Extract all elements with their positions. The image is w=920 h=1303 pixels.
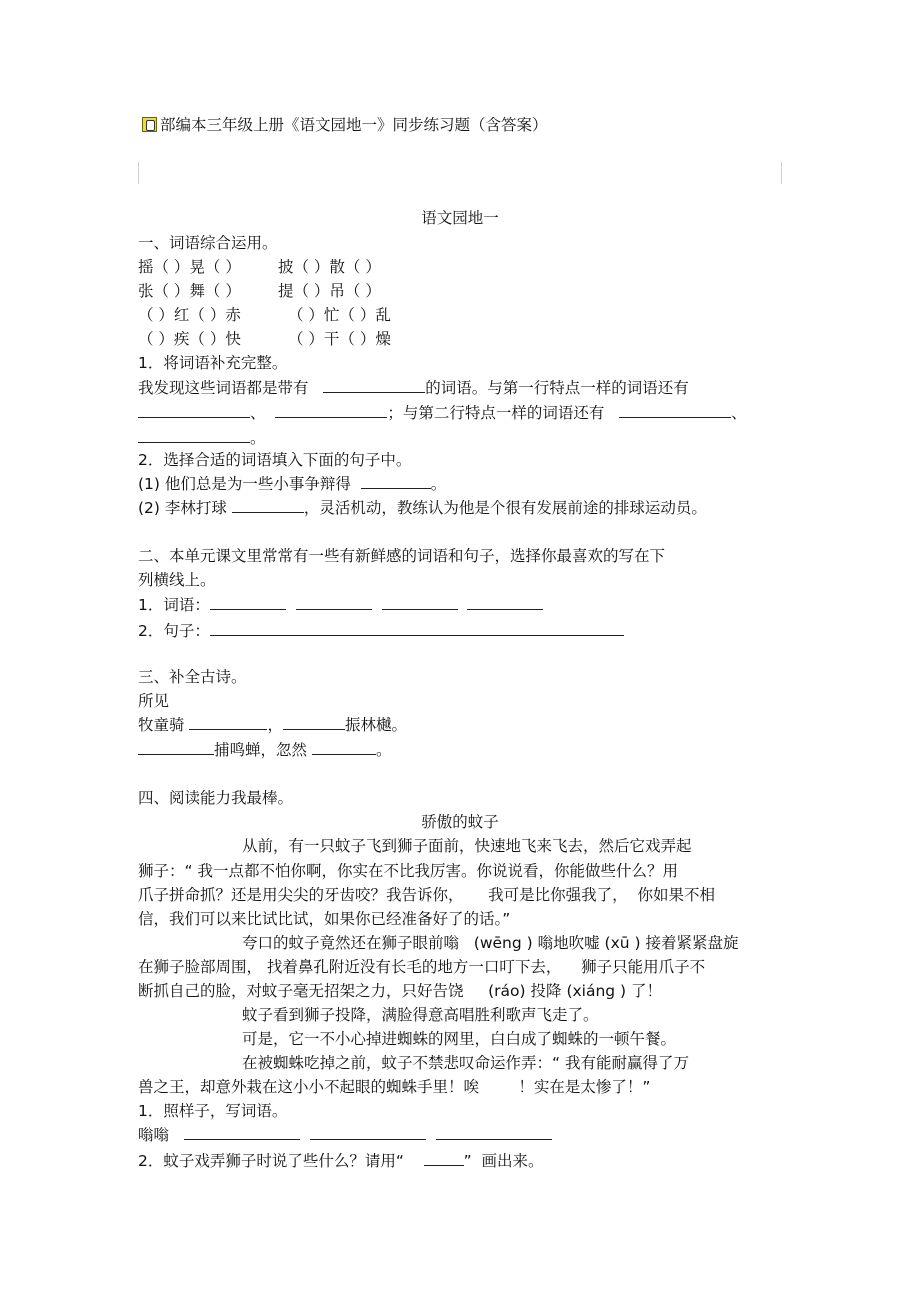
poem-title: 所见 [138, 692, 170, 710]
blank[interactable] [138, 428, 250, 443]
blank[interactable] [467, 595, 543, 610]
question-1-1-line-c: 。 [138, 427, 266, 449]
word-row-1a: 摇（ ）晃（ ） [138, 258, 241, 276]
blank[interactable] [138, 403, 250, 418]
section-2-words: 1．词语： [138, 594, 543, 616]
story-p1-line-1: 从前，有一只蚊子飞到狮子面前，快速地飞来飞去，然后它戏弄起 [242, 837, 692, 855]
blank[interactable] [210, 621, 624, 636]
blank[interactable] [424, 1151, 464, 1166]
story-p5-line-1: 在被蜘蛛吃掉之前，蚊子不禁悲叹命运作弄：“ 我有能耐赢得了万 [242, 1054, 689, 1072]
divider-left [138, 162, 139, 184]
blank[interactable] [232, 498, 304, 513]
question-1-1: 1．将词语补充完整。 [138, 354, 288, 372]
story-p4: 可是，它一不小心掉进蜘蛛的网里，白白成了蜘蛛的一顿午餐。 [242, 1030, 677, 1048]
blank[interactable] [138, 740, 214, 755]
story-p2-line-1: 夸口的蚊子竟然还在狮子眼前嗡 (wēng ) 嗡地吹嘘 (xū ) 接着紧紧盘旋 [242, 934, 739, 952]
question-1-1-line-b: 、 ；与第二行特点一样的词语还有 、 [138, 402, 747, 424]
story-p1-line-2: 狮子：“ 我一点都不怕你啊，你实在不比我厉害。你说说看，你能做些什么？用 [138, 862, 678, 880]
blank[interactable] [361, 474, 431, 489]
section-2-sentence: 2．句子： [138, 620, 624, 642]
header-icon [142, 117, 157, 132]
divider-right [781, 162, 782, 184]
blank[interactable] [189, 715, 267, 730]
question-4-1: 1．照样子，写词语。 [138, 1102, 288, 1120]
blank[interactable] [310, 1125, 426, 1140]
section-1-heading: 一、词语综合运用。 [138, 234, 278, 252]
header-title: 部编本三年级上册《语文园地一》同步练习题（含答案） [160, 116, 548, 134]
word-row-2b: 提（ ）吊（ ） [278, 282, 381, 300]
story-title: 骄傲的蚊子 [421, 813, 499, 831]
question-4-2: 2．蚊子戏弄狮子时说了些什么？请用“ ” 画出来。 [138, 1152, 544, 1170]
word-row-1b: 披（ ）散（ ） [278, 258, 381, 276]
page-title: 语文园地一 [421, 209, 499, 227]
word-row-4b: （ ）干（ ）燥 [288, 330, 391, 348]
poem-line-2: 捕鸣蝉，忽然 。 [138, 739, 391, 761]
blank[interactable] [275, 403, 387, 418]
story-p1-line-4: 信，我们可以来比试比试，如果你已经准备好了的话。” [138, 910, 511, 928]
blank[interactable] [210, 595, 286, 610]
section-3-heading: 三、补全古诗。 [138, 668, 247, 686]
section-2-heading-line-1: 二、本单元课文里常常有一些有新鲜感的词语和句子，选择你最喜欢的写在下 [138, 547, 666, 565]
blank[interactable] [382, 595, 458, 610]
word-row-3b: （ ）忙（ ）乱 [288, 306, 391, 324]
section-2-heading-line-2: 列横线上。 [138, 571, 216, 589]
story-p3: 蚊子看到狮子投降，满脸得意高唱胜利歌声飞走了。 [242, 1006, 599, 1024]
story-p2-line-3: 断抓自己的脸，对蚊子毫无招架之力，只好告饶 (ráo) 投降 (xiáng ) 了！ [138, 982, 663, 1000]
question-1-2-item-2: (2) 李林打球 ，灵活机动，教练认为他是个很有发展前途的排球运动员。 [138, 499, 707, 517]
story-p2-line-2: 在狮子脸部周围， 找着鼻孔附近没有长毛的地方一口叮下去， 狮子只能用爪子不 [138, 958, 706, 976]
story-p5-line-2: 兽之王，却意外栽在这小小不起眼的蜘蛛手里！唉 ！实在是太惨了！” [138, 1078, 651, 1096]
blank[interactable] [323, 378, 425, 393]
question-1-1-line-a: 我发现这些词语都是带有 的词语。与第一行特点一样的词语还有 [138, 379, 689, 397]
blank[interactable] [184, 1125, 300, 1140]
word-row-4a: （ ）疾（ ）快 [138, 330, 241, 348]
question-1-2-item-1: (1) 他们总是为一些小事争辩得 。 [138, 475, 447, 493]
blank[interactable] [436, 1125, 552, 1140]
blank[interactable] [312, 740, 376, 755]
blank[interactable] [283, 715, 345, 730]
word-row-3a: （ ）红（ ）赤 [138, 306, 241, 324]
section-4-heading: 四、阅读能力我最棒。 [138, 789, 294, 807]
story-p1-line-3: 爪子拼命抓？还是用尖尖的牙齿咬？我告诉你， 我可是比你强我了， 你如果不相 [138, 886, 715, 904]
blank[interactable] [296, 595, 372, 610]
poem-line-1: 牧童骑 ， 振林樾。 [138, 716, 407, 734]
word-row-2a: 张（ ）舞（ ） [138, 282, 241, 300]
question-1-2: 2．选择合适的词语填入下面的句子中。 [138, 451, 412, 469]
question-4-1-example: 嗡嗡 [138, 1124, 552, 1146]
blank[interactable] [619, 403, 731, 418]
